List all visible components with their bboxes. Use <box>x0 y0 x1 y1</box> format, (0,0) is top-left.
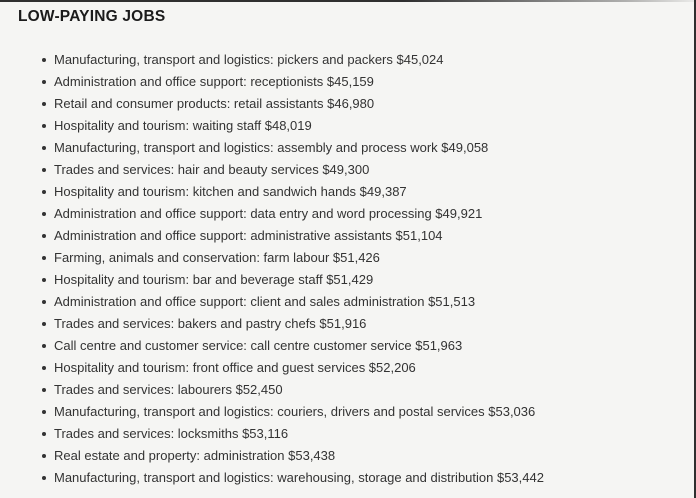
job-item-text: Administration and office support: client and sales administration $51,513 <box>54 294 476 309</box>
list-item <box>42 269 676 291</box>
job-item-text: Real estate and property: administration $53,438 <box>54 448 336 463</box>
job-item-text: Hospitality and tourism: bar and beverage staff $51,429 <box>54 272 374 287</box>
job-item-text: Manufacturing, transport and logistics: assembly and process work $49,058 <box>54 140 489 155</box>
bullet-icon <box>42 476 46 480</box>
list-item <box>42 115 676 137</box>
bullet-icon <box>42 146 46 150</box>
bullet-icon <box>42 168 46 172</box>
job-item-text: Administration and office support: data entry and word processing $49,921 <box>54 206 483 221</box>
list-item <box>42 49 676 71</box>
page-title: LOW-PAYING JOBS <box>18 8 166 25</box>
job-item-text: Hospitality and tourism: front office and guest services $52,206 <box>54 360 416 375</box>
bullet-icon <box>42 124 46 128</box>
job-item-text: Hospitality and tourism: waiting staff $48,019 <box>54 118 312 133</box>
list-item <box>42 401 676 423</box>
bullet-icon <box>42 256 46 260</box>
bullet-icon <box>42 388 46 392</box>
bullet-icon <box>42 366 46 370</box>
job-item-text: Administration and office support: administrative assistants $51,104 <box>54 228 443 243</box>
job-item-text: Trades and services: bakers and pastry chefs $51,916 <box>54 316 367 331</box>
list-item <box>42 159 676 181</box>
jobs-list <box>18 49 676 489</box>
list-item <box>42 357 676 379</box>
bullet-icon <box>42 190 46 194</box>
bullet-icon <box>42 102 46 106</box>
bullet-icon <box>42 278 46 282</box>
list-item <box>42 247 676 269</box>
job-item-text: Administration and office support: receptionists $45,159 <box>54 74 374 89</box>
bullet-icon <box>42 344 46 348</box>
job-item-text: Trades and services: locksmiths $53,116 <box>54 426 289 441</box>
bullet-icon <box>42 212 46 216</box>
list-item <box>42 181 676 203</box>
job-item-text: Manufacturing, transport and logistics: couriers, drivers and postal services $53,036 <box>54 404 536 419</box>
list-item <box>42 137 676 159</box>
list-item <box>42 225 676 247</box>
job-item-text: Farming, animals and conservation: farm labour $51,426 <box>54 250 380 265</box>
list-item <box>42 313 676 335</box>
bullet-icon <box>42 234 46 238</box>
list-item <box>42 335 676 357</box>
job-item-text: Trades and services: hair and beauty services $49,300 <box>54 162 370 177</box>
job-item-text: Retail and consumer products: retail assistants $46,980 <box>54 96 375 111</box>
bullet-icon <box>42 410 46 414</box>
bullet-icon <box>42 80 46 84</box>
bullet-icon <box>42 454 46 458</box>
job-item-text: Manufacturing, transport and logistics: pickers and packers $45,024 <box>54 52 444 67</box>
list-item <box>42 203 676 225</box>
job-item-text: Hospitality and tourism: kitchen and sandwich hands $49,387 <box>54 184 407 199</box>
list-item <box>42 93 676 115</box>
list-item <box>42 291 676 313</box>
list-item <box>42 379 676 401</box>
top-border-line <box>0 0 696 2</box>
bullet-icon <box>42 322 46 326</box>
list-item <box>42 445 676 467</box>
list-item <box>42 71 676 93</box>
job-item-text: Trades and services: labourers $52,450 <box>54 382 283 397</box>
list-item <box>42 423 676 445</box>
job-item-text: Call centre and customer service: call centre customer service $51,963 <box>54 338 463 353</box>
bullet-icon <box>42 58 46 62</box>
list-item <box>42 467 676 489</box>
job-item-text: Manufacturing, transport and logistics: warehousing, storage and distribution $53,442 <box>54 470 544 485</box>
bullet-icon <box>42 432 46 436</box>
bullet-icon <box>42 300 46 304</box>
